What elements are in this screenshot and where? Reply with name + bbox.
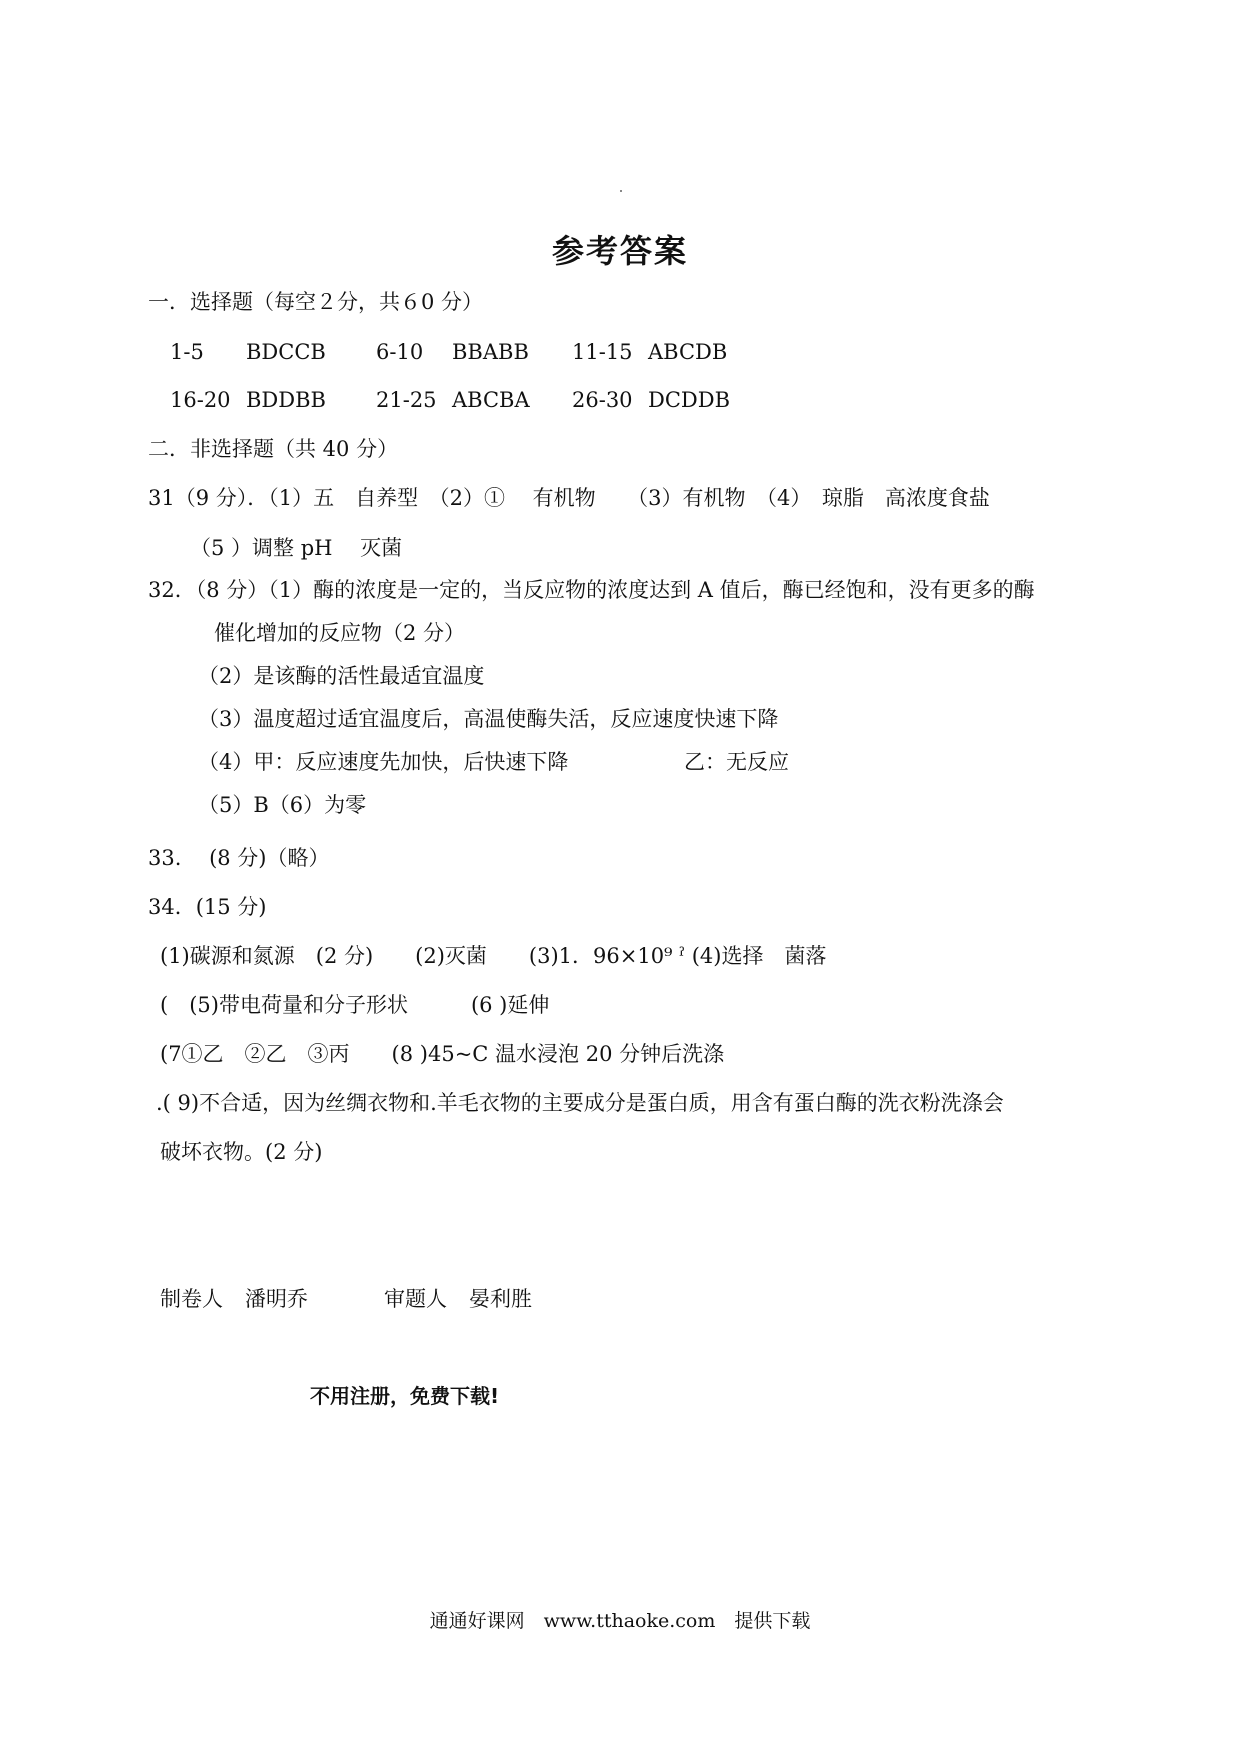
answer-range: 16-20 xyxy=(170,388,231,412)
answer-range: 1-5 xyxy=(170,340,204,364)
q34-line-4: (7①乙 ②乙 ③丙 (8 )45~C 温水浸泡 20 分钟后洗涤 xyxy=(160,1042,725,1066)
q31-line-1: 31（9 分）．（1）五 自养型 （2）① 有机物 （3）有机物 （4） 琼脂 高浓度食盐 xyxy=(148,486,990,510)
answer-row-2 xyxy=(170,386,758,414)
answer-letters: BDDBB xyxy=(246,388,326,412)
q34-line-6: 破坏衣物。(2 分) xyxy=(160,1140,323,1164)
q34-line-2: (1)碳源和氮源 (2 分) (2)灭菌 (3)1．96×10⁹ ˀ (4)选择 菌落 xyxy=(160,944,827,968)
q32-line-5b: 乙：无反应 xyxy=(684,750,789,774)
answer-row-1 xyxy=(170,338,758,366)
q32-line-3: （2）是该酶的活性最适宜温度 xyxy=(198,664,485,688)
answer-range: 21-25 xyxy=(376,388,437,412)
q32-line-1: 32．（8 分）（1）酶的浓度是一定的，当反应物的浓度达到 A 值后，酶已经饱和，没有更多的酶 xyxy=(148,578,1035,602)
scan-speck xyxy=(620,190,622,192)
q34-line-3: ( (5)带电荷量和分子形状 (6 )延伸 xyxy=(160,993,550,1017)
reviewer-label: 审题人 xyxy=(384,1287,447,1311)
section1-heading: 一．选择题（每空２分，共６0 分） xyxy=(148,290,484,314)
q34-line-5: .( 9)不合适，因为丝绸衣物和.羊毛衣物的主要成分是蛋白质，用含有蛋白酶的洗衣粉洗涤会 xyxy=(156,1091,1004,1115)
q32-line-5a: （4）甲：反应速度先加快，后快速下降 xyxy=(198,750,569,774)
answer-letters: BDCCB xyxy=(246,340,326,364)
answer-letters: ABCDB xyxy=(648,340,728,364)
q32-line-6: （5）B（6）为零 xyxy=(198,793,367,817)
maker-name: 潘明乔 xyxy=(245,1287,308,1311)
q34-line-1: 34．(15 分) xyxy=(148,895,267,919)
promo-text: 不用注册，免费下载! xyxy=(310,1384,500,1408)
q32-line-4: （3）温度超过适宜温度后，高温使酶失活，反应速度快速下降 xyxy=(198,707,779,731)
q32-line-2: 催化增加的反应物（2 分） xyxy=(214,621,466,645)
q31-line-2: （5 ）调整 pH 灭菌 xyxy=(190,536,403,560)
maker-label: 制卷人 xyxy=(160,1287,223,1311)
footer-text: 通通好课网 www.tthaoke.com 提供下载 xyxy=(429,1610,811,1632)
reviewer-name: 晏利胜 xyxy=(469,1287,532,1311)
page-title: 参考答案 xyxy=(551,232,688,270)
answer-range: 26-30 xyxy=(572,388,633,412)
section2-heading: 二．非选择题（共 40 分） xyxy=(148,437,399,461)
answer-range: 11-15 xyxy=(572,340,633,364)
signature-line xyxy=(160,1285,532,1313)
q33-line-1: 33. (8 分)（略） xyxy=(148,846,330,870)
answer-letters: BBABB xyxy=(452,340,529,364)
answer-letters: ABCBA xyxy=(452,388,530,412)
answer-range: 6-10 xyxy=(376,340,424,364)
answer-letters: DCDDB xyxy=(648,388,731,412)
